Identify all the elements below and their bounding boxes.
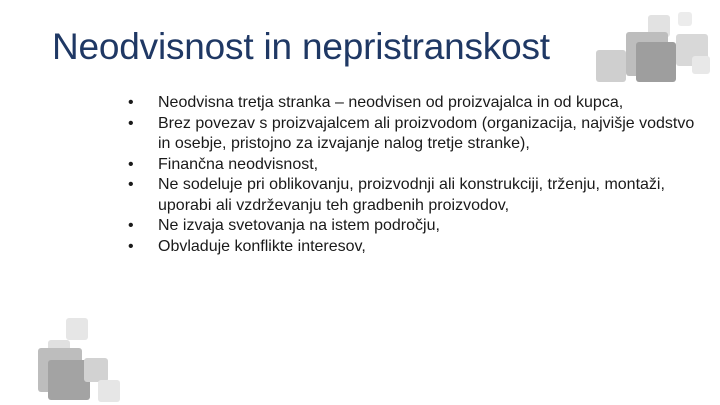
slide-title: Neodvisnost in nepristranskost	[52, 26, 550, 67]
bullet-icon: •	[128, 237, 134, 255]
bullet-icon: •	[128, 94, 134, 111]
deco-square	[84, 358, 108, 382]
bullet-list	[128, 93, 708, 257]
bullet-text: Ne sodeluje pri oblikovanju, proizvodnji ali konstrukciji, trženju, montaži, uporabi ali vzdrževanju teh gradbenih proizvodov,	[158, 176, 665, 214]
bullet-icon: •	[128, 217, 134, 234]
deco-square	[678, 12, 692, 26]
bullet-text: Brez povezav s proizvajalcem ali proizvodom (organizacija, najvišje vodstvo in osebje, pristojno za izvajanje nalog tretje stranke),	[158, 114, 695, 152]
deco-square	[692, 56, 710, 74]
bullet-icon: •	[128, 155, 134, 173]
list-item	[128, 93, 708, 114]
bullet-icon: •	[128, 176, 134, 193]
bullet-icon: •	[128, 114, 134, 132]
bullet-text: Finančna neodvisnost,	[158, 155, 319, 173]
decorative-squares-top-right	[596, 12, 720, 92]
list-item	[128, 114, 708, 155]
deco-square	[636, 42, 676, 82]
deco-square	[66, 318, 88, 340]
bullet-text: Obvladuje konflikte interesov,	[158, 237, 366, 255]
list-item	[128, 237, 708, 258]
list-item	[128, 175, 708, 216]
deco-square	[596, 50, 626, 82]
list-item	[128, 155, 708, 176]
decorative-squares-bottom-left	[18, 318, 128, 405]
deco-square	[98, 380, 120, 402]
list-item	[128, 216, 708, 237]
bullet-text: Ne izvaja svetovanja na istem področju,	[158, 217, 440, 234]
bullet-text: Neodvisna tretja stranka – neodvisen od proizvajalca in od kupca,	[158, 94, 624, 111]
